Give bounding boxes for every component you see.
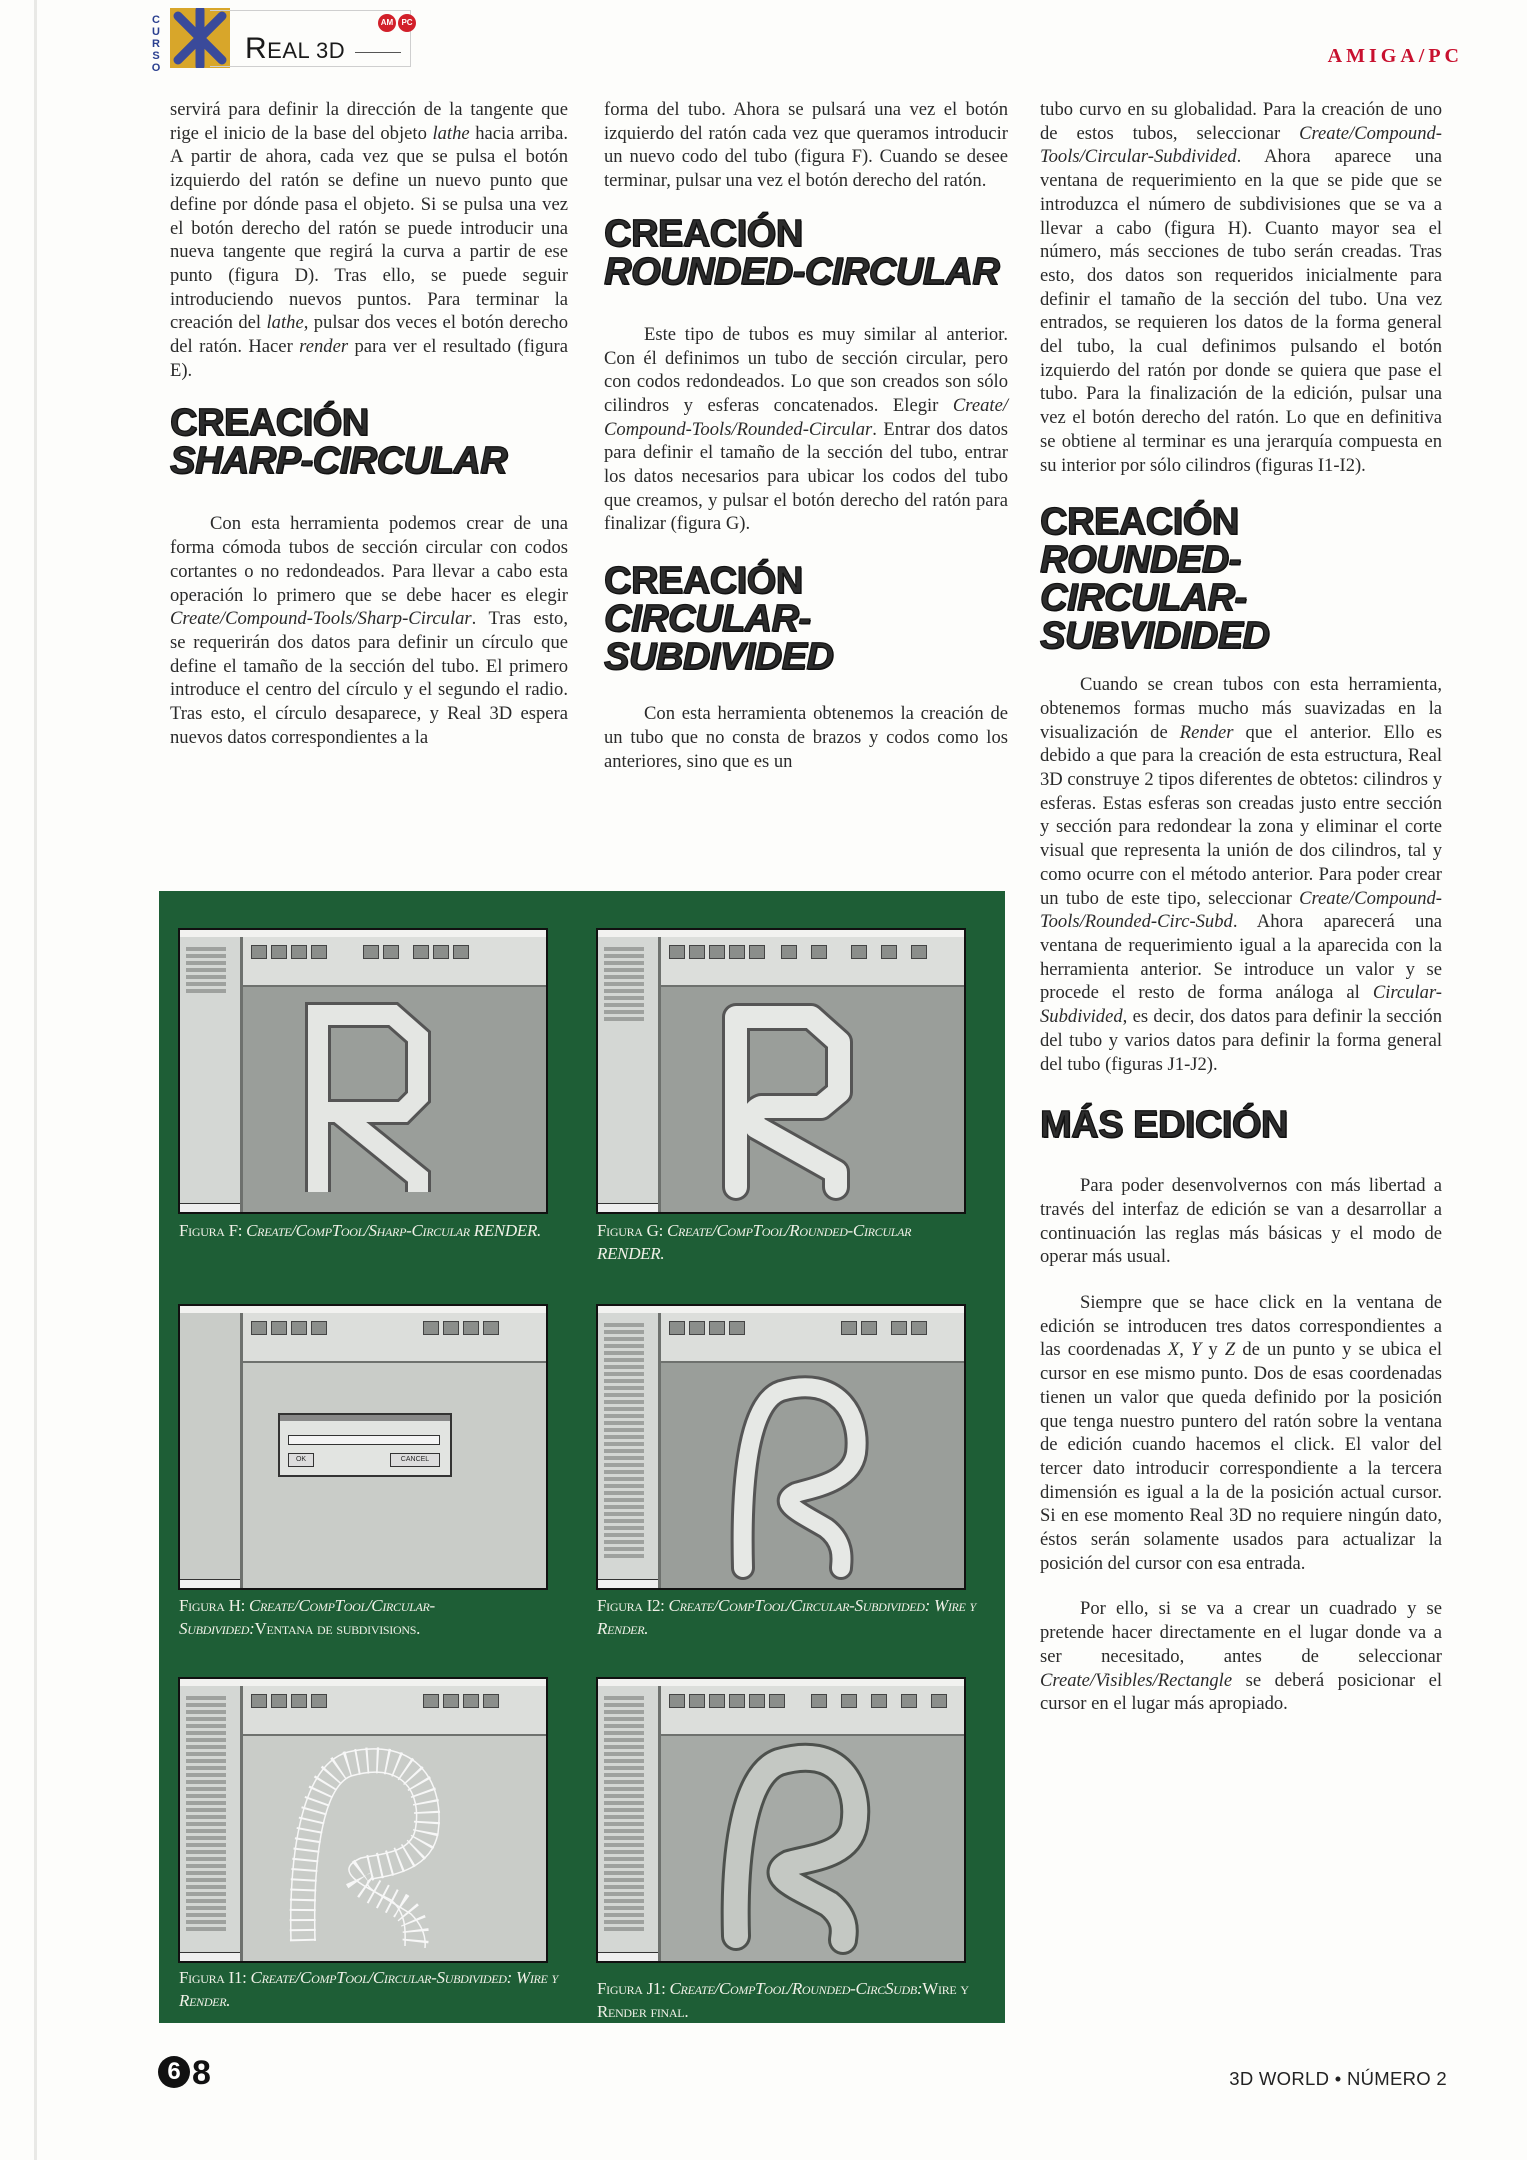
object-list <box>598 1313 661 1588</box>
caption-figure-f: Figura F: Create/CompTool/Sharp-Circular RENDER. <box>179 1221 542 1240</box>
curso-vertical-label: C U R S O <box>151 14 161 74</box>
subdivisions-dialog <box>278 1413 452 1477</box>
wireframe-viewport <box>243 1736 546 1961</box>
subdivided-r-tube-render <box>661 1363 961 1588</box>
course-logo <box>150 8 420 72</box>
subdivisions-input[interactable] <box>288 1435 440 1445</box>
tool-palette <box>243 1313 546 1363</box>
paragraph: Cuando se crean tubos con esta herramienta, obtenemos formas mucho más suavizadas en la visualización de Render que el anterior. Ello es debido a que para la creación de esta estructura, Real 3D construye 2 tipos diferentes de obtetos: cilindros y esferas. Estas esferas son creadas justo entre sección y sección para redondear la zona y eliminar el corte visual que representa la unión de dos cilindros, tal y como ocurre con el método anterior. Para poder crear un tubo de este tipo, seleccionar Create/Compound-Tools/Rounded-Circ-Subd. Ahora aparecerá una ventana de requerimiento igual a la aparecida con la herramienta anterior. Se introduce un valor y se procede el resto de forma análoga al Circular-Subdivided, es decir, dos datos para definir la sección del tubo y varios datos para definir la forma general del tubo (figuras J1-J2). <box>1040 674 1442 1075</box>
caption-figure-i1: Figura I1: Create/CompTool/Circular-Subdivided: Wire y Render. <box>179 1968 558 2010</box>
screenshot-figure-i1 <box>178 1677 548 1963</box>
object-list <box>180 1686 243 1961</box>
status-bar <box>598 1203 658 1212</box>
ok-button[interactable]: OK <box>288 1453 314 1467</box>
caption-figure-j1: Figura J1: Create/CompTool/Rounded-CircSudb:Wire y Render final. <box>597 1979 969 2021</box>
object-list <box>180 937 243 1212</box>
edit-viewport <box>243 1363 546 1588</box>
paragraph: Con esta herramienta podemos crear de una forma cómoda tubos de sección circular con codos cortantes o no redondeados. Para llevar a cabo esta operación lo primero que se debe hacer es elegir Create/Compound-Tools/Sharp-Circular. Tras esto, se requerirán dos datos para definir un círculo que define el tamaño de la sección del tubo. El primero introduce el centro del círculo y el segundo el radio. Tras esto, el círculo desaparece, y Real 3D espera nuevos datos correspondientes a la <box>170 513 568 748</box>
platform-label: AMIGA/PC <box>1327 45 1463 67</box>
object-list <box>598 937 661 1212</box>
object-list <box>598 1686 661 1961</box>
tool-palette <box>661 1313 964 1363</box>
course-title: REAL 3D <box>245 32 346 65</box>
rounded-r-tube-render <box>661 987 961 1212</box>
page-number: 6 8 <box>158 2056 211 2090</box>
logo-dash <box>355 52 401 53</box>
screenshot-figure-f <box>178 928 548 1214</box>
dialog-titlebar <box>280 1415 450 1421</box>
section-heading-sharp-circular: CREACIÓN SHARP-CIRCULAR <box>170 402 508 483</box>
object-list <box>180 1313 243 1588</box>
render-viewport <box>661 1363 964 1588</box>
paragraph: Siempre que se hace click en la ventana de edición se introducen tres datos correspondientes a las coordenadas X, Y y Z de un punto y se ubica el cursor en ese mismo punto. Dos de esas coordenadas tienen un valor que queda definido por la posición que tenga nuestro puntero del ratón sobre la ventana de edición cuando hacemos el click. El valor del tercer dato introducir correspondiente a la tercera dimensión es igual a la de la posición actual cursor. Si en ese momento Real 3D no requiere ningún dato, éstos serán solamente usados para actualizar la posición del cursor con esa entrada. <box>1040 1292 1443 1574</box>
column-2 <box>604 98 1008 773</box>
section-heading-mas-edicion: MÁS EDICIÓN <box>1040 1104 1288 1147</box>
status-bar <box>180 1952 240 1961</box>
status-bar <box>598 1579 658 1588</box>
section-heading-circular-subdivided: CREACIÓN CIRCULAR- SUBDIVIDED <box>604 560 834 679</box>
paragraph: servirá para definir la dirección de la tangente que rige el inicio de la base del objeto lathe hacia arriba. A partir de ahora, cada vez que se pulsa el botón izquierdo del ratón se define un nuevo punto que define por dónde pasa el objeto. Si se pulsa una vez el botón derecho del ratón se puede introducir una nueva tangente que regirá la curva a partir de ese punto (figura D). Tras ello, se puede seguir introduciendo nuevos puntos. Para terminar la creación del lathe, pulsar dos veces el botón derecho del ratón. Hacer render para ver el resultado (figura E). <box>170 99 568 381</box>
sharp-r-tube-render <box>243 987 543 1212</box>
cancel-button[interactable]: CANCEL <box>390 1453 440 1467</box>
status-bar <box>598 1952 658 1961</box>
caption-figure-g: Figura G: Create/CompTool/Rounded-Circular RENDER. <box>597 1221 912 1263</box>
screenshot-figure-i2 <box>596 1304 966 1590</box>
screenshot-figure-j1 <box>596 1677 966 1963</box>
tool-palette <box>661 1686 964 1736</box>
badge-pc: PC <box>398 14 416 32</box>
badge-am: AM <box>378 14 396 32</box>
paragraph: Este tipo de tubos es muy similar al anterior. Con él definimos un tubo de sección circular, pero con codos redondeados. Lo que son creados son sólo cilindros y esferas concatenados. Elegir Create/ Compound-Tools/Rounded-Circular. Entrar dos datos para definir el tamaño de la sección del tubo, entrar los datos necesarios para ubicar los codos del tubo que creamos, y pulsar el botón derecho del ratón para finalizar (figura G). <box>604 323 1008 535</box>
paragraph: Por ello, si se va a crear un cuadrado y se pretende hacer directamente en el lugar donde va a ser necesitado, antes de seleccionar Create/Visibles/Rectangle se deberá posicionar el cursor en el lugar más apropiado. <box>1040 1598 1442 1715</box>
paragraph: Para poder desenvolvernos con más libertad a través del interfaz de edición se van a desarrollar a continuación las reglas más básicas y el modo de operar más usual. <box>1040 1175 1442 1268</box>
screenshot-figure-h <box>178 1304 548 1590</box>
render-viewport <box>661 987 964 1212</box>
paragraph: tubo curvo en su globalidad. Para la creación de uno de estos tubos, seleccionar Create/Compound-Tools/Circular-Subdivided. Ahora aparece una ventana de requerimiento en la que se pide que se introduzca el número de subdivisiones que se va a llevar a cabo (figura H). Cuanto mayor sea el número, más secciones de tubo serán creadas. Tras esto, dos datos son requeridos inicialmente para definir el tamaño de la sección del tubo. Una vez entrados, se requieren los datos de la forma general del tubo, la cual definimos pulsando el botón izquierdo del ratón por donde se quiera que pase el tubo. Para la finalización de la edición, pulsar una vez el botón derecho del ratón. Lo que en definitiva se obtiene al terminar es una jerarquía compuesta en su interior por sólo cilindros (figuras I1-I2). <box>1040 99 1442 476</box>
render-viewport <box>661 1736 964 1961</box>
subdivided-r-wireframe <box>243 1736 543 1961</box>
tool-palette <box>243 1686 546 1736</box>
caption-figure-h: Figura H: Create/CompTool/Circular-Subdivided:Ventana de subdivisions. <box>179 1596 435 1638</box>
render-viewport <box>243 987 546 1212</box>
status-bar <box>180 1579 240 1588</box>
status-bar <box>180 1203 240 1212</box>
section-heading-rounded-circular: CREACIÓN ROUNDED-CIRCULAR <box>604 212 1000 293</box>
paragraph: forma del tubo. Ahora se pulsará una vez el botón izquierdo del ratón cada vez que queramos introducir un nuevo codo del tubo (figura F). Cuando se desee terminar, pulsar una vez el botón derecho del ratón. <box>604 99 1008 192</box>
caption-figure-i2: Figura I2: Create/CompTool/Circular-Subdivided: Wire y Render. <box>597 1596 976 1638</box>
paragraph: Con esta herramienta obtenemos la creación de un tubo que no consta de brazos y codos como los anteriores, sino que es un <box>604 703 1008 772</box>
screenshot-figure-g <box>596 928 966 1214</box>
column-1 <box>170 98 568 749</box>
figures-panel <box>159 891 1005 2023</box>
rounded-subdivided-r-render <box>661 1736 961 1961</box>
page-gutter-line <box>34 0 37 2160</box>
tool-palette <box>661 937 964 987</box>
magazine-issue: 3D WORLD • NÚMERO 2 <box>1229 2068 1447 2089</box>
section-heading-rounded-circular-subdivided: CREACIÓN ROUNDED-CIRCULAR- SUBVIDIDED <box>1040 501 1270 658</box>
tool-palette <box>243 937 546 987</box>
column-3 <box>1040 98 1442 1716</box>
